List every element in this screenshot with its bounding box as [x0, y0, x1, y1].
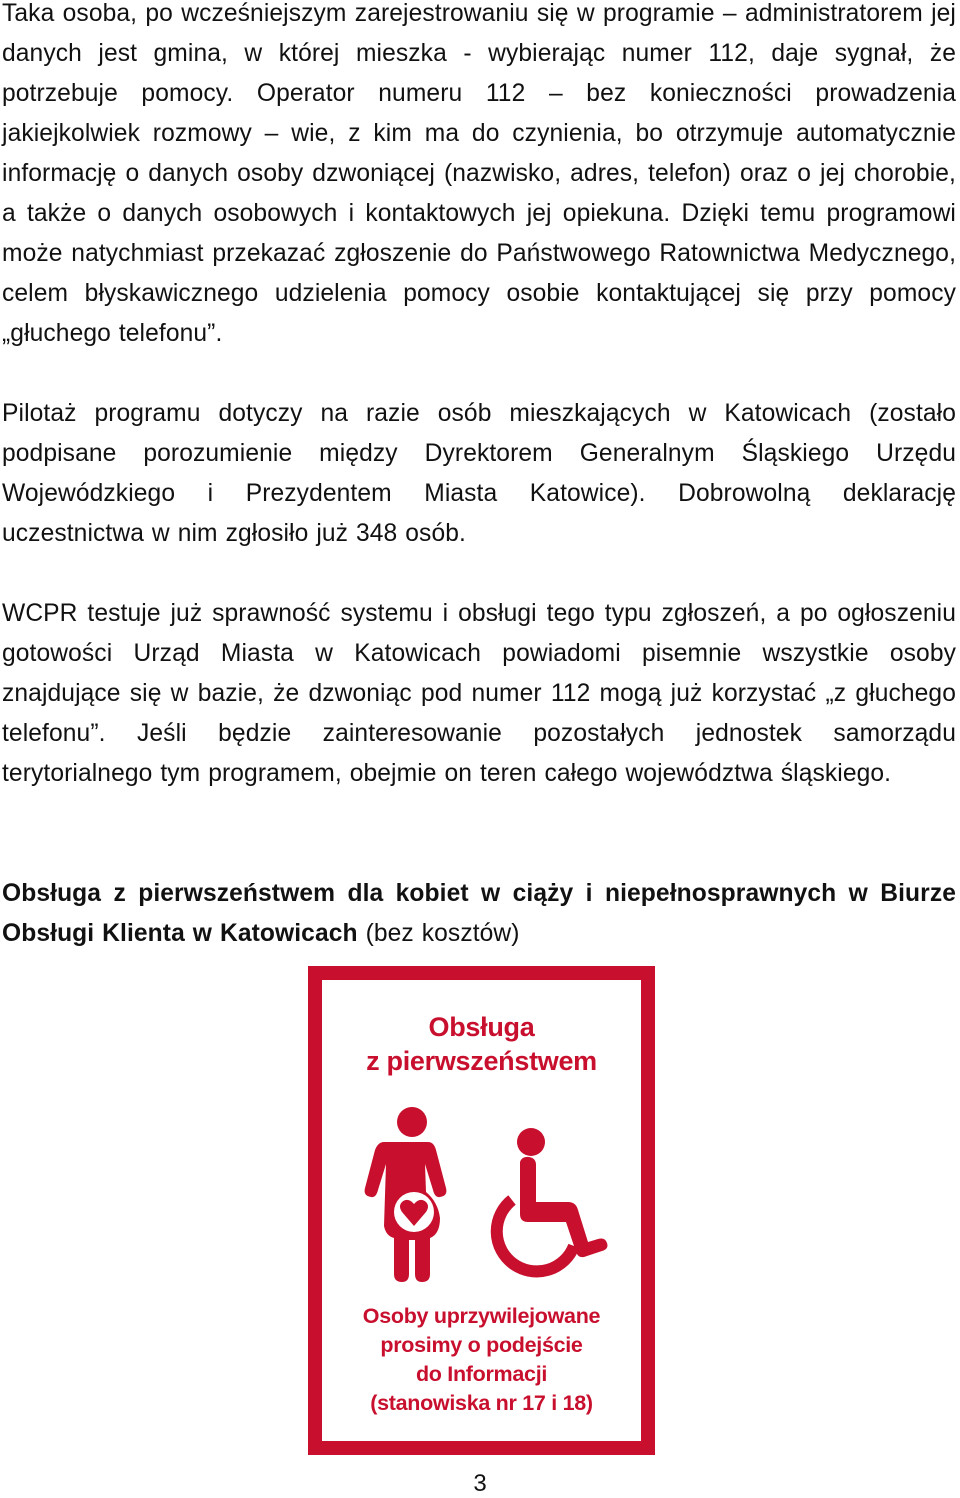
- priority-service-heading: Obsługa z pierwszeństwem dla kobiet w ciąży i niepełnosprawnych w Biurze Obsługi Klienta w Katowicach: [2, 880, 956, 947]
- wheelchair-icon: [497, 1128, 608, 1271]
- sign-title-line-2: z pierwszeństwem: [366, 1046, 597, 1076]
- page-number: 3: [473, 1470, 487, 1497]
- pregnant-woman-icon: [365, 1107, 447, 1282]
- paragraph-wcpr-testing: WCPR testuje już sprawność systemu i obsługi tego typu zgłoszeń, a po ogłoszeniu gotowości Urząd Miasta w Katowicach powiadomi pisemnie wszystkie osoby znajdujące się w bazie, że dzwoniąc pod numer 112 mogą już korzystać „z głuchego telefonu”. Jeśli będzie zainteresowanie pozostałych jednostek samorządu terytorialnego tym programem, obejmie on teren całego województwa śląskiego.: [2, 600, 956, 787]
- sign-title-line-1: Obsługa: [428, 1012, 535, 1042]
- sign-icons: [322, 1102, 641, 1282]
- priority-service-sign: [308, 966, 655, 1455]
- priority-service-note: (bez kosztów): [357, 920, 520, 947]
- paragraph-priority-service: [2, 874, 956, 954]
- sign-title: [322, 1010, 641, 1078]
- sign-text-line-3: do Informacji: [415, 1362, 548, 1386]
- paragraph-pilot-katowice: Pilotaż programu dotyczy na razie osób mieszkających w Katowicach (zostało podpisane porozumienie między Dyrektorem Generalnym Śląskiego Urzędu Wojewódzkiego i Prezydentem Miasta Katowice). Dobrowolną deklarację uczestnictwa w nim zgłosiło już 348 osób.: [2, 400, 956, 547]
- sign-text-line-1: Osoby uprzywilejowane: [362, 1304, 601, 1328]
- sign-panel: [322, 980, 641, 1441]
- sign-text-line-4: (stanowiska nr 17 i 18): [370, 1391, 593, 1415]
- sign-instructions: [322, 1302, 641, 1418]
- paragraph-program-description: Taka osoba, po wcześniejszym zarejestrowaniu się w programie – administratorem jej danych jest gmina, w której mieszka - wybierając numer 112, daje sygnał, że potrzebuje pomocy. Operator numeru 112 – bez konieczności prowadzenia jakiejkolwiek rozmowy – wie, z kim ma do czynienia, bo otrzymuje automatycznie informację o danych osoby dzwoniącej (nazwisko, adres, telefon) oraz o jej chorobie, a także o danych osobowych i kontaktowych jej opiekuna. Dzięki temu programowi może natychmiast przekazać zgłoszenie do Państwowego Ratownictwa Medycznego, celem błyskawicznego udzielenia pomocy osobie kontaktującej się przy pomocy „głuchego telefonu”.: [2, 0, 956, 347]
- sign-text-line-2: prosimy o podejście: [380, 1333, 583, 1357]
